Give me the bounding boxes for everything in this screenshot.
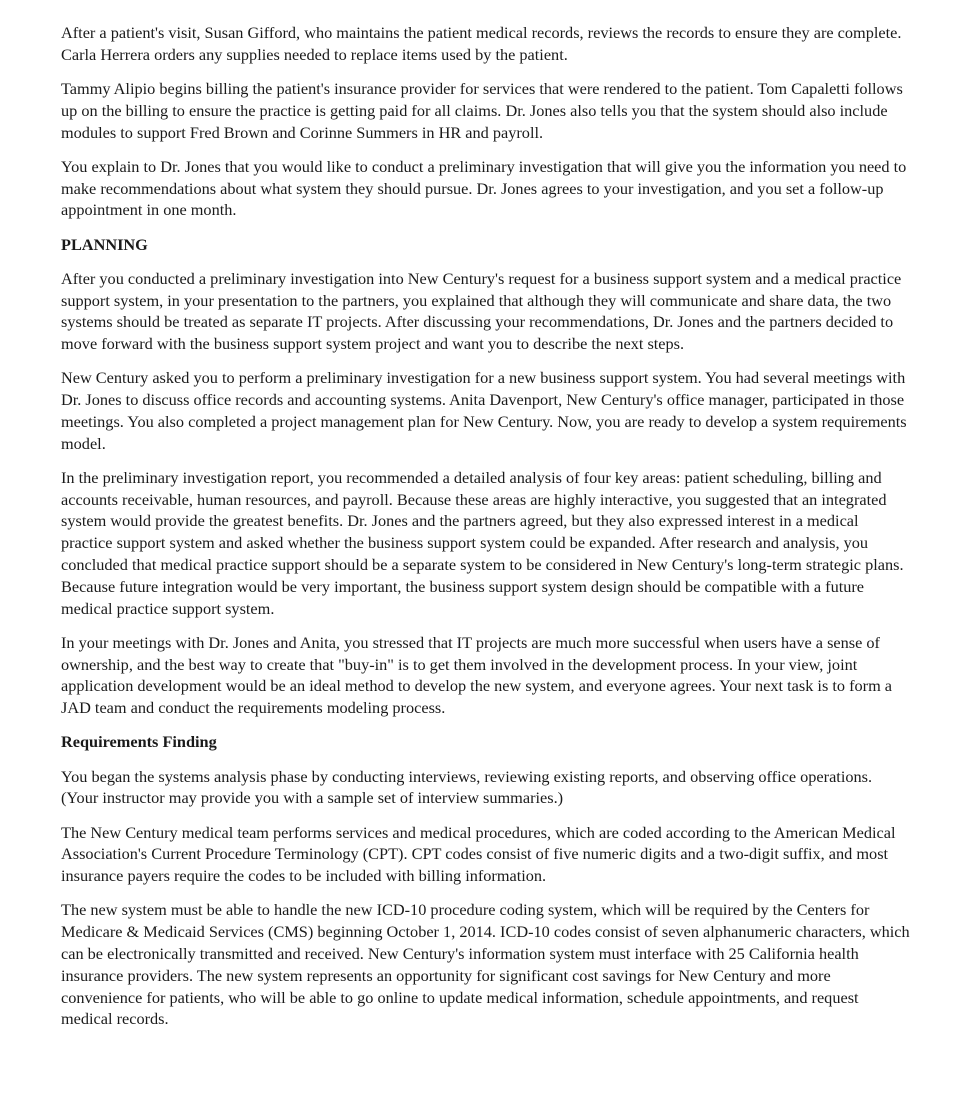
paragraph-cpt-codes: The New Century medical team performs services and medical procedures, which are coded according to the American Medical Association's Current Procedure Terminology (CPT). CPT codes consist of five numeric digits and a two-digit suffix, and most insurance payers require the codes to be included with billing information. bbox=[61, 822, 896, 886]
document-page bbox=[61, 22, 913, 1043]
paragraph-jad-team: In your meetings with Dr. Jones and Anita, you stressed that IT projects are much more successful when users have a sense of ownership, and the best way to create that "buy-in" is to get them involved in the development process. In your view, joint application development would be an ideal method to develop the new system, and everyone agrees. Your next task is to form a JAD team and conduct the requirements modeling process. bbox=[61, 632, 893, 718]
paragraph-icd10-system: The new system must be able to handle the new ICD-10 procedure coding system, which will be required by the Centers for Medicare & Medicaid Services (CMS) beginning October 1, 2014. ICD-10 codes consist of seven alphanumeric characters, which can be electronically transmitted and received. New Century's information system must interface with 25 California health insurance providers. The new system represents an opportunity for significant cost savings for New Century and more convenience for patients, who will be able to go online to update medical information, schedule appointments, and request medical records. bbox=[61, 900, 910, 1029]
paragraph-billing-insurance: Tammy Alipio begins billing the patient's insurance provider for services that were rendered to the patient. Tom Capaletti follows up on the billing to ensure the practice is getting paid for all claims. Dr. Jones also tells you that the system should also include modules to support Fred Brown and Corinne Summers in HR and payroll. bbox=[61, 78, 903, 142]
paragraph-post-visit-records: After a patient's visit, Susan Gifford, who maintains the patient medical records, reviews the records to ensure they are complete. Carla Herrera orders any supplies needed to replace items used by the patient. bbox=[61, 23, 902, 64]
paragraph-preliminary-investigation: You explain to Dr. Jones that you would like to conduct a preliminary investigation that will give you the information you need to make recommendations about what system they should pursue. Dr. Jones agrees to your investigation, and you set a follow-up appointment in one month. bbox=[61, 156, 907, 220]
heading-planning: PLANNING bbox=[61, 234, 148, 254]
paragraph-systems-analysis-phase: You began the systems analysis phase by conducting interviews, reviewing existing reports, and observing office operations. (Your instructor may provide you with a sample set of interview summaries.) bbox=[61, 766, 873, 808]
paragraph-four-key-areas: In the preliminary investigation report, you recommended a detailed analysis of four key areas: patient scheduling, billing and accounts receivable, human resources, and payroll. Because these areas are highly interactive, you suggested that an integrated system would provide the greatest benefits. Dr. Jones and the partners agreed, but they also expressed interest in a medical practice support system and asked whether the business support system could be expanded. After research and analysis, you concluded that medical practice support should be a separate system to be considered in New Century's long-term strategic plans. Because future integration would be very important, the business support system design should be compatible with a future medical practice support system. bbox=[61, 467, 904, 618]
heading-requirements-finding: Requirements Finding bbox=[61, 732, 217, 752]
paragraph-separate-projects: After you conducted a preliminary investigation into New Century's request for a business support system and a medical practice support system, in your presentation to the partners, you explained that although they will communicate and share data, the two systems should be treated as separate IT projects. After discussing your recommendations, Dr. Jones and the partners decided to move forward with the business support system project and want you to describe the next steps. bbox=[61, 268, 902, 354]
paragraph-business-support-system: New Century asked you to perform a preliminary investigation for a new business support system. You had several meetings with Dr. Jones to discuss office records and accounting systems. Anita Davenport, New Century's office manager, participated in those meetings. You also completed a project management plan for New Century. Now, you are ready to develop a system requirements model. bbox=[61, 368, 907, 453]
